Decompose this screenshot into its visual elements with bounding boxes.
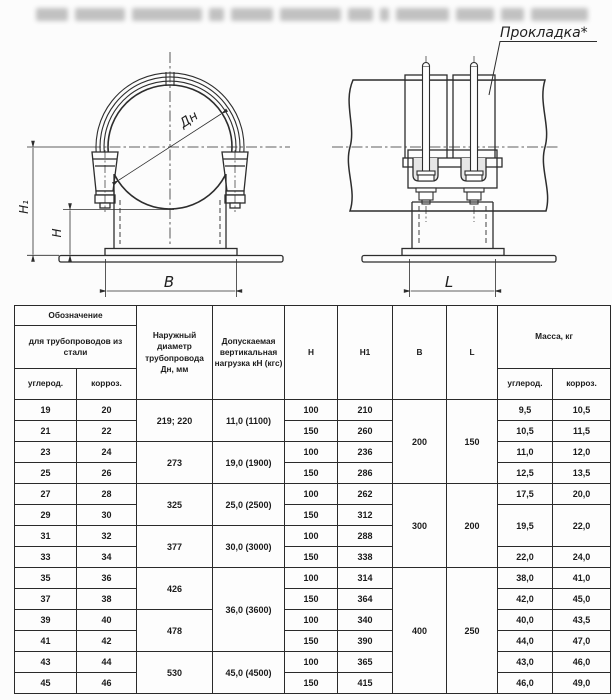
dn-dimension-label: Дн: [177, 108, 202, 132]
table-cell: 100: [285, 610, 338, 631]
b-dimension-label: В: [163, 273, 175, 291]
header-designation-title: Обозначение: [15, 306, 137, 326]
table-cell: 21: [15, 421, 77, 442]
table-cell: 210: [338, 400, 393, 421]
table-cell: 34: [77, 547, 137, 568]
table-cell: 41,0: [553, 568, 611, 589]
table-cell: 377: [137, 526, 213, 568]
header-h1: Н1: [338, 306, 393, 400]
header-carbon: углерод.: [15, 369, 77, 400]
table-cell: 29: [15, 505, 77, 526]
table-cell: 39: [15, 610, 77, 631]
table-cell: 150: [285, 673, 338, 694]
table-cell: 27: [15, 484, 77, 505]
table-cell: 44: [77, 652, 137, 673]
table-cell: 42,0: [498, 589, 553, 610]
table-cell: 262: [338, 484, 393, 505]
table-cell: 22: [77, 421, 137, 442]
ground-plate-side: [362, 256, 556, 263]
table-cell: 530: [137, 652, 213, 694]
table-cell: 38: [77, 589, 137, 610]
table-cell: 20,0: [553, 484, 611, 505]
table-cell: 365: [338, 652, 393, 673]
table-cell: 10,5: [553, 400, 611, 421]
table-cell: 43,5: [553, 610, 611, 631]
table-cell: 150: [285, 463, 338, 484]
table-cell: 23: [15, 442, 77, 463]
table-cell: 325: [137, 484, 213, 526]
table-cell: 38,0: [498, 568, 553, 589]
table-cell: 25,0 (2500): [213, 484, 285, 526]
h1-dimension-label: Н₁: [17, 200, 31, 214]
table-cell: 12,0: [553, 442, 611, 463]
table-cell: 31: [15, 526, 77, 547]
table-cell: 200: [447, 484, 498, 568]
header-load: Допускаемая вертикальная нагрузка кН (кгс): [213, 306, 285, 400]
spec-table-header: [15, 306, 611, 400]
header-l: L: [447, 306, 498, 400]
table-row: [15, 652, 611, 673]
table-cell: 236: [338, 442, 393, 463]
table-cell: 11,5: [553, 421, 611, 442]
table-cell: 46: [77, 673, 137, 694]
h-dimension-label: Н: [50, 228, 64, 238]
table-cell: 250: [447, 568, 498, 694]
table-cell: 150: [285, 421, 338, 442]
table-cell: 30,0 (3000): [213, 526, 285, 568]
table-cell: 43,0: [498, 652, 553, 673]
centerlines: [27, 52, 290, 245]
table-cell: 100: [285, 442, 338, 463]
table-row: [15, 505, 611, 526]
table-cell: 338: [338, 547, 393, 568]
table-row: [15, 568, 611, 589]
table-cell: 37: [15, 589, 77, 610]
header-corrosion: корроз.: [77, 369, 137, 400]
table-cell: 43: [15, 652, 77, 673]
table-cell: 11,0 (1100): [213, 400, 285, 442]
table-cell: 340: [338, 610, 393, 631]
table-cell: 200: [393, 400, 447, 484]
table-cell: 36: [77, 568, 137, 589]
table-cell: 364: [338, 589, 393, 610]
table-cell: 19,5: [498, 505, 553, 547]
header-b: В: [393, 306, 447, 400]
table-cell: 41: [15, 631, 77, 652]
base-plate-side: [402, 249, 504, 256]
front-view-drawing: [17, 52, 290, 297]
spec-table-body: [15, 400, 611, 694]
table-row: [15, 589, 611, 610]
pipe-side: [348, 80, 547, 211]
table-cell: 47,0: [553, 631, 611, 652]
table-cell: 260: [338, 421, 393, 442]
gasket-label: Прокладка*: [500, 25, 588, 41]
pedestal-front: [59, 174, 283, 262]
table-cell: 150: [447, 400, 498, 484]
table-cell: 35: [15, 568, 77, 589]
table-cell: 100: [285, 526, 338, 547]
base-plate-front: [105, 249, 237, 256]
table-cell: 24,0: [553, 547, 611, 568]
table-cell: 400: [393, 568, 447, 694]
table-cell: 100: [285, 484, 338, 505]
table-cell: 20: [77, 400, 137, 421]
table-row: [15, 421, 611, 442]
table-cell: 40,0: [498, 610, 553, 631]
table-cell: 22,0: [498, 547, 553, 568]
table-cell: 42: [77, 631, 137, 652]
table-cell: 45: [15, 673, 77, 694]
dimension-lines-front: [27, 114, 237, 297]
table-cell: 30: [77, 505, 137, 526]
table-cell: 300: [393, 484, 447, 568]
table-row: [15, 547, 611, 568]
table-cell: 19,0 (1900): [213, 442, 285, 484]
table-cell: 312: [338, 505, 393, 526]
table-cell: 11,0: [498, 442, 553, 463]
table-cell: 150: [285, 589, 338, 610]
ground-plate-front: [59, 256, 283, 263]
table-cell: 426: [137, 568, 213, 610]
table-cell: 19: [15, 400, 77, 421]
table-cell: 100: [285, 400, 338, 421]
table-cell: 286: [338, 463, 393, 484]
table-cell: 150: [285, 505, 338, 526]
table-cell: 100: [285, 568, 338, 589]
header-mass-corrosion: корроз.: [553, 369, 611, 400]
table-cell: 314: [338, 568, 393, 589]
table-cell: 219; 220: [137, 400, 213, 442]
table-cell: 40: [77, 610, 137, 631]
table-row: [15, 463, 611, 484]
header-designation-sub: для трубопроводов из стали: [15, 326, 137, 369]
table-cell: 46,0: [498, 673, 553, 694]
table-cell: 33: [15, 547, 77, 568]
table-cell: 288: [338, 526, 393, 547]
table-row: [15, 442, 611, 463]
table-cell: 49,0: [553, 673, 611, 694]
table-cell: 9,5: [498, 400, 553, 421]
table-row: [15, 610, 611, 631]
table-cell: 150: [285, 547, 338, 568]
table-cell: 36,0 (3600): [213, 568, 285, 652]
table-cell: 415: [338, 673, 393, 694]
table-cell: 22,0: [553, 505, 611, 547]
side-view-drawing: [332, 25, 597, 297]
table-cell: 28: [77, 484, 137, 505]
technical-drawing: [0, 0, 612, 302]
table-cell: 44,0: [498, 631, 553, 652]
table-cell: 26: [77, 463, 137, 484]
table-row: [15, 673, 611, 694]
table-cell: 45,0 (4500): [213, 652, 285, 694]
table-cell: 17,5: [498, 484, 553, 505]
table-cell: 45,0: [553, 589, 611, 610]
table-cell: 32: [77, 526, 137, 547]
table-cell: 25: [15, 463, 77, 484]
table-cell: 24: [77, 442, 137, 463]
table-cell: 273: [137, 442, 213, 484]
table-cell: 46,0: [553, 652, 611, 673]
l-dimension-label: L: [444, 273, 454, 291]
header-mass: Масса, кг: [498, 306, 611, 369]
table-cell: 478: [137, 610, 213, 652]
table-row: [15, 484, 611, 505]
table-cell: 390: [338, 631, 393, 652]
table-cell: 150: [285, 631, 338, 652]
table-cell: 12,5: [498, 463, 553, 484]
header-diameter: Наружный диаметр трубопровода Дн, мм: [137, 306, 213, 400]
spec-table: [14, 305, 611, 694]
header-mass-carbon: углерод.: [498, 369, 553, 400]
table-cell: 100: [285, 652, 338, 673]
table-cell: 13,5: [553, 463, 611, 484]
table-cell: 10,5: [498, 421, 553, 442]
header-h: Н: [285, 306, 338, 400]
table-row: [15, 631, 611, 652]
table-row: [15, 400, 611, 421]
